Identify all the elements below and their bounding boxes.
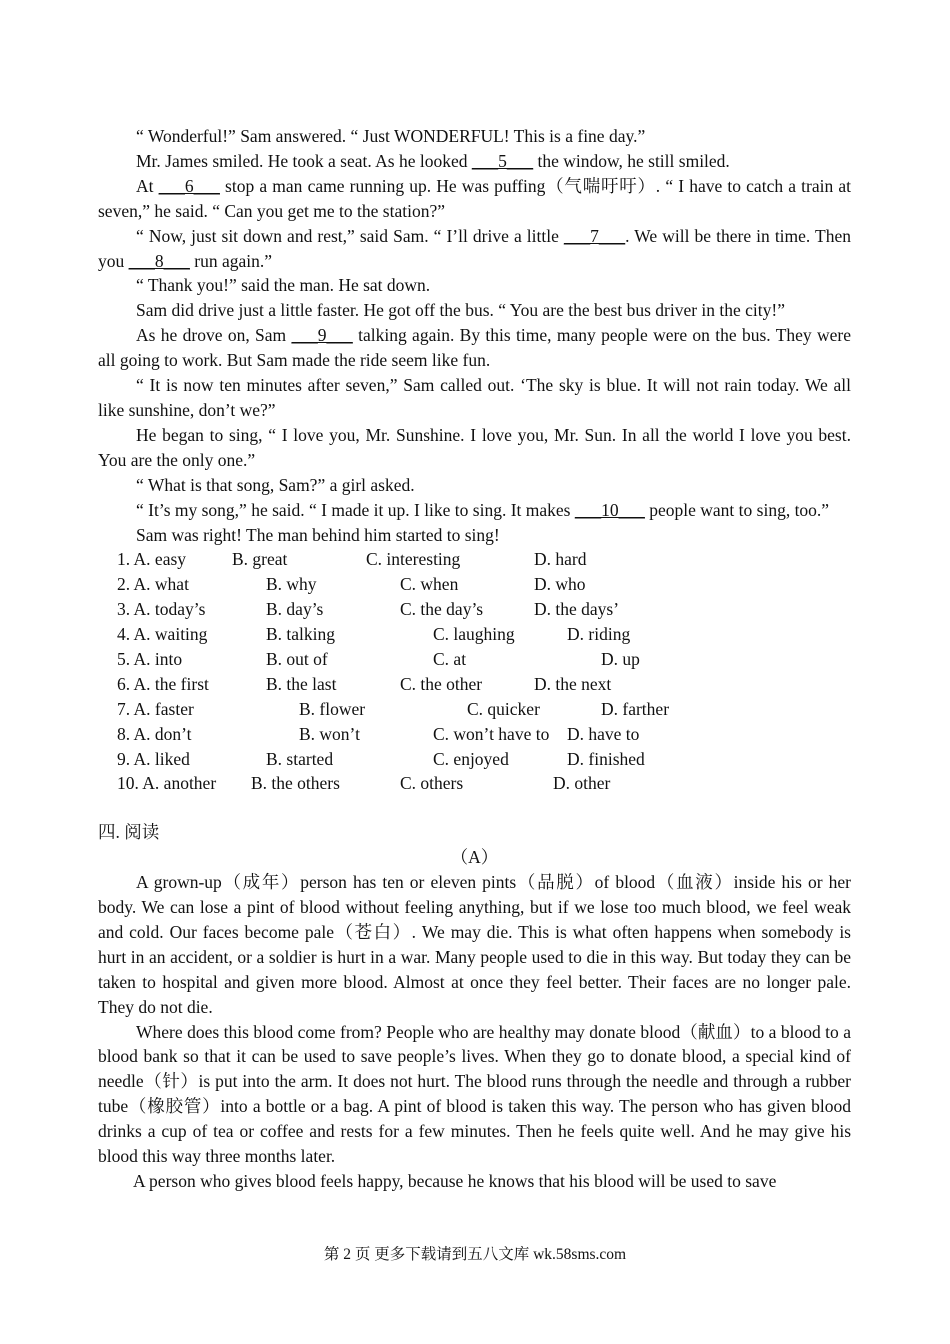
paragraph: A grown-up（成年）person has ten or eleven pints（品脱）of blood（血液）inside his or her body. We can lose a pint of blood without feeling anything, but if we lose too much blood, we feel weak and cold. Our faces become pale（苍白）. We may die. This is what often happens when somebody is hurt in an accident, or a soldier is hurt in a war. Many people used to die in this way. But today they can be taken to hospital and given more blood. Almost at once they feel better. Their faces are no longer pale. They do not die. [98, 872, 851, 1017]
section-title: 四. 阅读 [98, 822, 160, 843]
answer-options [117, 547, 851, 796]
blank-5: ___5___ [471, 150, 534, 171]
option-row: 6. A. the first B. the last C. the other D. the next [117, 673, 612, 694]
option-row: 8. A. don’t B. won’t C. won’t have to D. have to [117, 723, 640, 744]
blank-10: ___10___ [574, 499, 645, 520]
paragraph: As he drove on, Sam ___9___ talking again. By this time, many people were on the bus. They were all going to work. But Sam made the ride seem like fun. [98, 325, 851, 371]
option-row: 2. A. what B. why C. when D. who [117, 574, 586, 595]
blank-8: ___8___ [128, 250, 190, 271]
paragraph: Sam was right! The man behind him started to sing! [136, 524, 500, 545]
paragraph: “ It’s my song,” he said. “ I made it up. I like to sing. It makes ___10___ people want to sing, too.” [136, 499, 830, 520]
paragraph: “ It is now ten minutes after seven,” Sam called out. ‘The sky is blue. It will not rain today. We all like sunshine, don’t we?” [98, 375, 851, 420]
paragraph: At ___6___ stop a man came running up. He was puffing（气喘吁吁）. “ I have to catch a train at seven,” he said. “ Can you get me to the station?” [98, 175, 851, 221]
paragraph: “ Thank you!” said the man. He sat down. [136, 275, 431, 296]
option-row: 10. A. another B. the others C. others D. other [117, 773, 611, 794]
option-row: 3. A. today’s B. day’s C. the day’s D. the days’ [117, 599, 620, 620]
option-row: 7. A. faster B. flower C. quicker D. farther [117, 698, 670, 719]
paragraph: “ Now, just sit down and rest,” said Sam. “ I’ll drive a little ___7___. We will be there in time. Then you ___8___ run again.” [98, 225, 851, 271]
option-row: 1. A. easy B. great C. interesting D. hard [117, 549, 587, 570]
paragraph: Sam did drive just a little faster. He got off the bus. “ You are the best bus driver in the city!” [136, 300, 785, 321]
option-row: 9. A. liked B. started C. enjoyed D. finished [117, 748, 645, 769]
paragraph: Mr. James smiled. He took a seat. As he looked ___5___ the window, he still smiled. [136, 150, 730, 171]
blank-7: ___7___ [563, 225, 626, 246]
option-row: 4. A. waiting B. talking C. laughing D. riding [117, 624, 631, 645]
blank-9: ___9___ [291, 325, 353, 346]
paragraph: He began to sing, “ I love you, Mr. Sunshine. I love you, Mr. Sun. In all the world I love you best. You are the only one.” [98, 424, 851, 470]
paragraph: “ Wonderful!” Sam answered. “ Just WONDERFUL! This is a fine day.” [136, 126, 646, 146]
paragraph: A person who gives blood feels happy, because he knows that his blood will be used to save [133, 1171, 777, 1191]
paragraph: Where does this blood come from? People who are healthy may donate blood（献血）to a blood to a blood bank so that it can be used to save people’s lives. When they go to donate blood, a special kind of needle（针）is put into the arm. It does not hurt. The blood runs through the needle and through a rubber tube（橡胶管）into a bottle or a bag. A pint of blood is taken this way. The person who has given blood drinks a cup of tea or coffee and rests for a few minutes. Then he feels quite well. And he may give his blood this way three months later. [98, 1021, 851, 1167]
passage-subtitle: （A） [450, 847, 499, 868]
option-row: 5. A. into B. out of C. at D. up [117, 648, 640, 669]
paragraph: “ What is that song, Sam?” a girl asked. [136, 474, 415, 495]
blank-6: ___6___ [158, 175, 220, 196]
document-page [98, 124, 851, 1194]
page-footer: 第 2 页 更多下载请到五八文库 wk.58sms.com [323, 1246, 627, 1263]
